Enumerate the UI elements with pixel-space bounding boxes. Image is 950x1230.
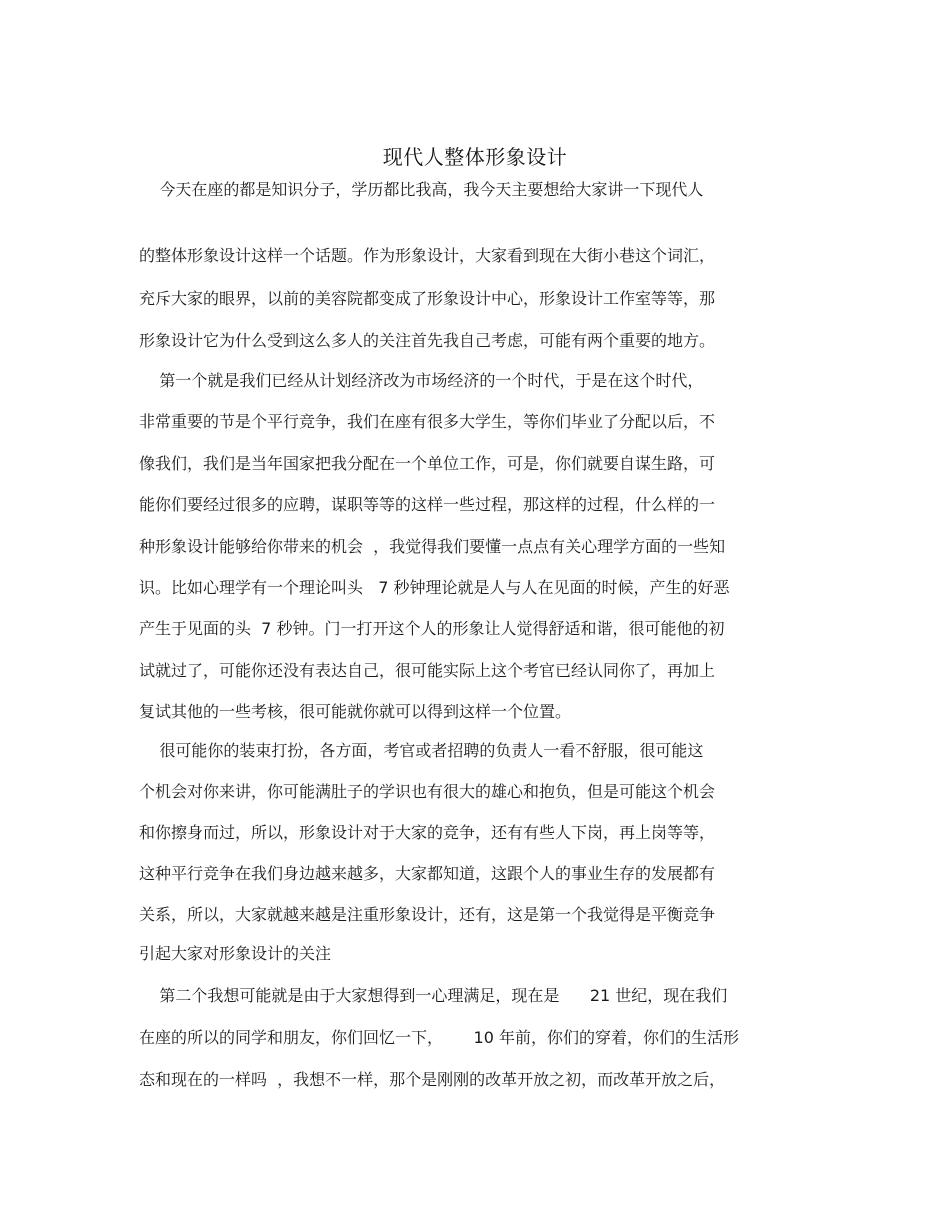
body-line: 第一个就是我们已经从计划经济改为市场经济的一个时代，于是在这个时代， xyxy=(139,371,704,390)
body-line: 复试其他的一些考核，很可能就你就可以得到这样一个位置。 xyxy=(139,702,572,721)
body-line: 试就过了，可能你还没有表达自己，很可能实际上这个考官已经认同你了，再加上 xyxy=(139,661,716,680)
body-line: 的整体形象设计这样一个话题。作为形象设计，大家看到现在大街小巷这个词汇， xyxy=(139,246,716,265)
body-line: 这种平行竞争在我们身边越来越多，大家都知道，这跟个人的事业生存的发展都有 xyxy=(139,864,716,883)
body-line: 形象设计它为什么受到这么多人的关注首先我自己考虑，可能有两个重要的地方。 xyxy=(139,331,716,350)
body-line: 引起大家对形象设计的关注 xyxy=(139,944,332,963)
body-line: 识。比如心理学有一个理论叫头 7 秒钟理论就是人与人在见面的时候，产生的好恶 xyxy=(139,578,730,597)
body-line: 种形象设计能够给你带来的机会 ，我觉得我们要懂一点点有关心理学方面的一些知 xyxy=(139,537,726,556)
body-line: 个机会对你来讲，你可能满肚子的学识也有很大的雄心和抱负，但是可能这个机会 xyxy=(139,782,716,801)
body-line: 第二个我想可能就是由于大家想得到一心理满足，现在是 21 世纪，现在我们 xyxy=(139,986,728,1005)
body-line: 很可能你的装束打扮，各方面，考官或者招聘的负责人一看不舒服，很可能这 xyxy=(139,741,704,760)
body-line: 像我们，我们是当年国家把我分配在一个单位工作，可是，你们就要自谋生路，可 xyxy=(139,454,716,473)
body-line: 和你擦身而过，所以，形象设计对于大家的竞争，还有有些人下岗，再上岗等等， xyxy=(139,823,716,842)
body-line: 产生于见面的头 7 秒钟。门一打开这个人的形象让人觉得舒适和谐，很可能他的初 xyxy=(139,619,725,638)
body-line: 非常重要的节是个平行竞争，我们在座有很多大学生，等你们毕业了分配以后，不 xyxy=(139,412,716,431)
body-line: 今天在座的都是知识分子，学历都比我高，我今天主要想给大家讲一下现代人 xyxy=(139,180,704,199)
document-title: 现代人整体形象设计 xyxy=(382,145,568,169)
body-line: 充斥大家的眼界，以前的美容院都变成了形象设计中心，形象设计工作室等等，那 xyxy=(139,289,716,308)
body-line: 态和现在的一样吗 ，我想不一样，那个是刚刚的改革开放之初，而改革开放之后， xyxy=(139,1070,726,1089)
body-line: 关系，所以，大家就越来越是注重形象设计，还有，这是第一个我觉得是平衡竞争 xyxy=(139,905,716,924)
body-line: 在座的所以的同学和朋友，你们回忆一下， 10 年前，你们的穿着，你们的生活形 xyxy=(139,1028,739,1047)
body-line: 能你们要经过很多的应聘，谋职等等的这样一些过程，那这样的过程，什么样的一 xyxy=(139,495,716,514)
